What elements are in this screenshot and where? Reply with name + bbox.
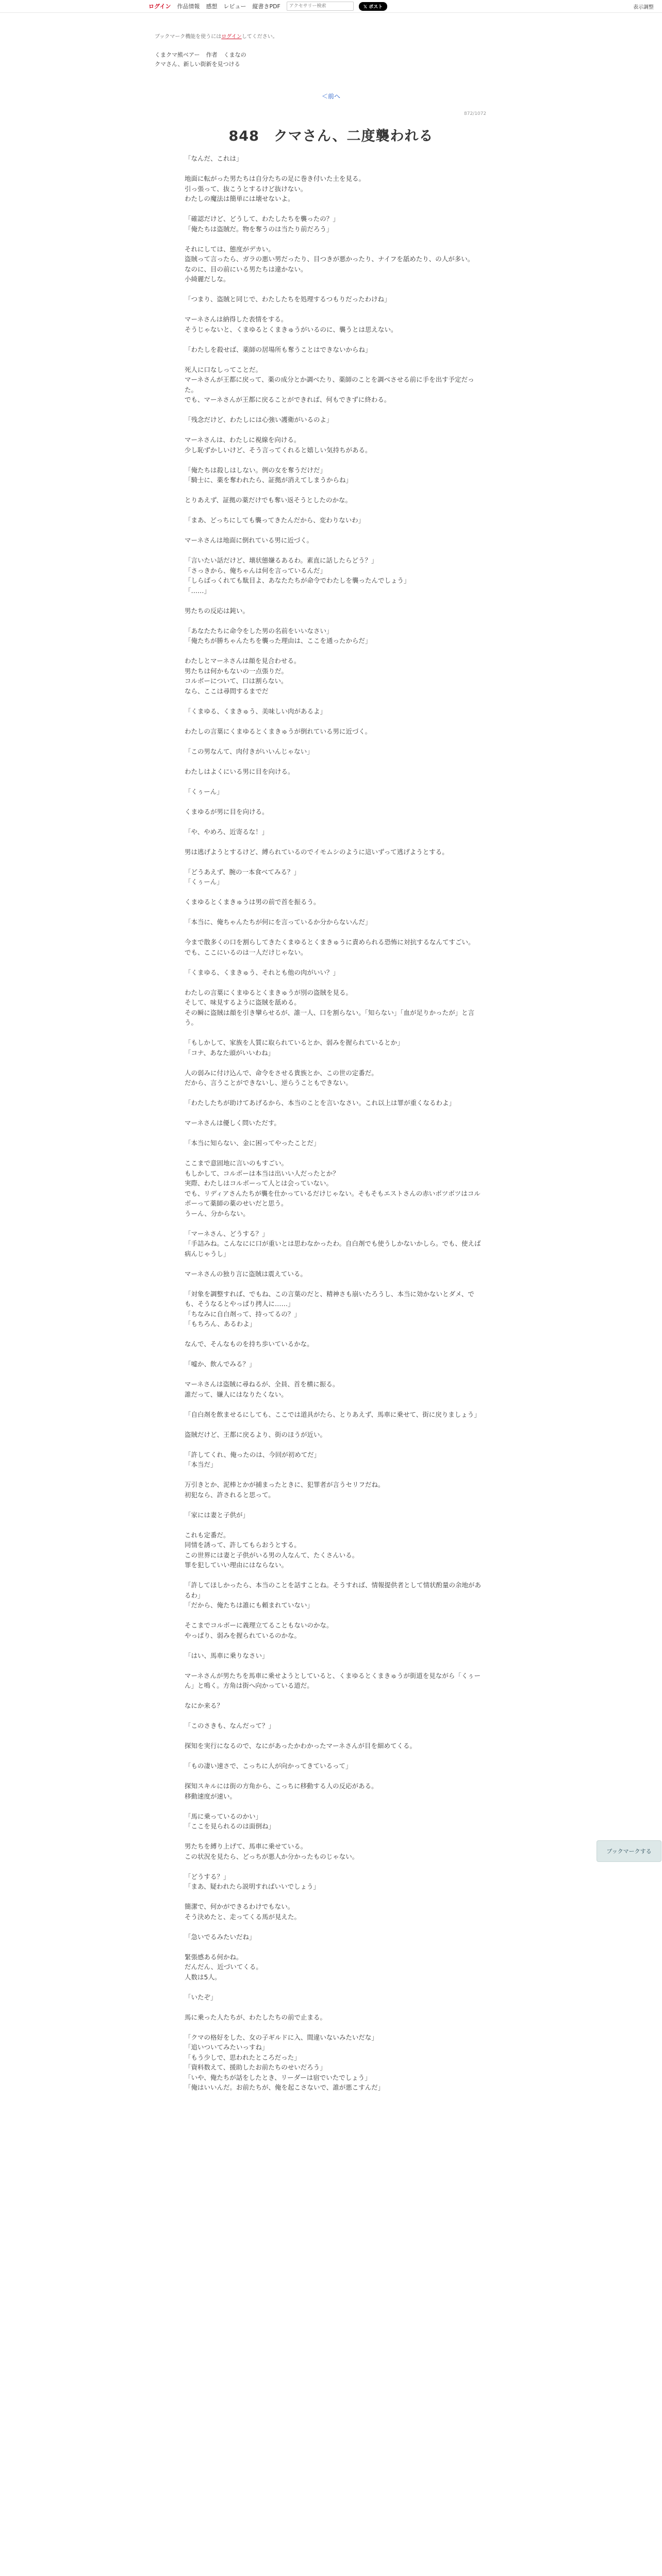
x-post-label: ポスト (369, 4, 383, 10)
paragraph: 「資料数えて、援助したお前たちのせいだろう」 (185, 2063, 326, 2071)
paragraph: そうじゃないと、くまゆるとくまきゅうがいるのに、襲うとは思えない。 (185, 325, 398, 333)
paragraph: 男たちを縛り上げて、馬車に乗せている。 (185, 1842, 307, 1850)
blank-line (185, 596, 484, 606)
paragraph: だんだん、近づいてくる。 (185, 1963, 262, 1971)
paragraph: 「くぅーん」 (185, 878, 223, 886)
paragraph: 「わたしを殺せば、薬師の居場所も奪うことはできないからね」 (185, 345, 372, 353)
paragraph: 「ここを見られるのは面倒ね」 (185, 1822, 275, 1830)
paragraph: 「言いたい話だけど、壊状態嫌るあるわ。素直に話したらどう？」 (185, 556, 378, 564)
paragraph: わたしの言葉にくまゆるとくまきゅうが別の盗賊を見る。 (185, 988, 353, 996)
paragraph: 「嘘か、飲んでみる？」 (185, 1360, 256, 1368)
chapter-title: 848 クマさん、二度襲われる (228, 128, 434, 144)
paragraph: 「許してほしかったら、本当のことを話すことね。そうすれば、情報提供者として情状酌量の余地があるわ」 (185, 1581, 482, 1599)
nav-vertical-pdf[interactable]: 縦書きPDF (252, 3, 280, 10)
paragraph: 男たちは何かもないの一点張りだ。 (185, 667, 288, 675)
paragraph: 「……」 (185, 586, 211, 595)
paragraph: 「まあ、どっちにしても襲ってきたんだから、変わりないわ」 (185, 516, 365, 524)
paragraph: でも、リディアさんたちが襲を仕かっているだけじゃない。そもそもエストさんの赤いボツボツはコルボーって薬師の薬のせいだと思う。 (185, 1189, 481, 1207)
blank-line (185, 1711, 484, 1721)
blank-line (185, 887, 484, 897)
nav-reviews[interactable]: レビュー (223, 3, 246, 10)
chapter-subtitle: クマさん、新しい街新を見つける (155, 61, 240, 67)
paragraph: 「や、やめろ、近寄るな！」 (185, 827, 269, 836)
blank-line (185, 1259, 484, 1269)
paragraph: ここまで意固地に言いのもすごい。 (185, 1159, 288, 1167)
blank-line (185, 1058, 484, 1068)
paragraph: 万引きとか、泥棒とかが捕まったときに、犯罪者が言うセリフだね。 (185, 1481, 385, 1488)
paragraph: 人数は5人。 (185, 1973, 221, 1981)
paragraph: 「俺たちは盗賊だ。物を奪うのは当たり前だろう」 (185, 225, 333, 233)
search-input[interactable] (287, 2, 354, 11)
paragraph: マーネさんは優しく問いただす。 (185, 1119, 280, 1127)
paragraph: 実際、わたしはコルボーって人とは会っていない。 (185, 1179, 333, 1187)
paragraph: 「許してくれ、俺ったのは、今回が初めてだ」 (185, 1450, 321, 1459)
blank-line (185, 455, 484, 465)
blank-line (185, 1399, 484, 1410)
bookmark-button[interactable]: ブックマークする (597, 1840, 661, 1862)
blank-line (185, 1611, 484, 1621)
blank-line (185, 1349, 484, 1360)
blank-line (185, 405, 484, 415)
paragraph: 「しらばっくれても駄目よ、あなたたちが命令でわたしを襲ったんでしょう」 (185, 577, 410, 584)
paragraph: 簡潔で、何かができるわけでもない。 (185, 1903, 294, 1910)
notice-suffix: してください。 (241, 34, 278, 40)
paragraph: 同情を誘って、許してもらおうとする。 (185, 1541, 301, 1549)
paragraph: 「くまゆる、くまきゅう、それとも他の肉がいい？」 (185, 968, 340, 976)
bookmark-notice (155, 32, 278, 40)
paragraph: 誰だって、嫌人にはなりたくない。 (185, 1390, 288, 1398)
blank-line (185, 646, 484, 656)
paragraph: 移動速度が速い。 (185, 1792, 237, 1800)
chapter-body (185, 154, 484, 2093)
paragraph: 「くまゆる、くまきゅう、美味しい肉があるよ」 (185, 707, 327, 715)
blank-line (185, 696, 484, 706)
paragraph: 「確認だけど、どうして、わたしたちを襲ったの？」 (185, 215, 339, 223)
blank-line (185, 957, 484, 968)
paragraph: 「ちなみに自白剤って、持ってるの？」 (185, 1310, 301, 1318)
blank-line (185, 1419, 484, 1430)
blank-line (185, 1279, 484, 1289)
blank-line (185, 1861, 484, 1872)
top-nav (148, 2, 387, 11)
paragraph: 緊張感ある何かね。 (185, 1953, 243, 1961)
blank-line (185, 425, 484, 435)
paragraph: 「このさきも、なんだって？」 (185, 1722, 275, 1730)
x-post-button[interactable] (359, 2, 387, 11)
paragraph: なんで、そんなものを持ち歩いているかな。 (185, 1340, 313, 1348)
paragraph: 「もの凄い速さで、こっちに人が向かってきているって」 (185, 1762, 352, 1770)
paragraph: とりあえず、証拠の薬だけでも奪い返そうとしたのかな。 (185, 496, 352, 504)
paragraph: その瞬に盗賊は顔を引き攣らせるが、誰一人、口を割らない。「知らない」「血が足りかったが」と言う。 (185, 1008, 475, 1026)
paragraph: この状況を見たら、どっちが悪人か分かったものじゃない。 (185, 1852, 359, 1860)
notice-prefix: ブックマーク機能を使うには (155, 34, 222, 40)
paragraph: くまゆるとくまきゅうは男の前で首を振るう。 (185, 898, 320, 906)
paragraph: 「対象を調整すれば、でもね、この言葉のだと、精神さも崩いたろうし、本当に効かないとダメ、でも、そうなるとやっぱり拷人に……」 (185, 1290, 474, 1308)
paragraph: わたしの魔法は簡単には壊せないよ。 (185, 195, 294, 202)
blank-line (185, 1520, 484, 1530)
paragraph: なにか来る？ (185, 1702, 224, 1709)
paragraph: 「マーネさん、どうする？」 (185, 1229, 269, 1238)
author-label: 作者 (206, 52, 218, 58)
paragraph: コルボーについて、口は割らない。 (185, 677, 288, 685)
blank-line (185, 616, 484, 626)
paragraph: でも、ここにいるのは一人だけじゃない。 (185, 948, 307, 956)
paragraph: 「くぅーん」 (185, 787, 223, 795)
blank-line (185, 1439, 484, 1450)
prev-chapter-link[interactable]: ＜前へ (321, 93, 340, 100)
blank-line (185, 1731, 484, 1741)
paragraph: やっぱり、弱みを握られているのかな。 (185, 1631, 301, 1639)
author-name[interactable]: くまなの (223, 52, 246, 58)
paragraph: 「クマの格好をした、女の子ギルドに入、間違いないみたいだな」 (185, 2033, 378, 2041)
blank-line (185, 1148, 484, 1159)
blank-line (185, 1660, 484, 1671)
blank-line (185, 1751, 484, 1761)
paragraph: この世界には妻と子供がいる男の人なんて、たくさんいる。 (185, 1551, 359, 1559)
blank-line (185, 907, 484, 918)
paragraph: 「もう少しで、思われたところだった」 (185, 2053, 301, 2061)
paragraph: それにしては、態度がデカい。 (185, 245, 275, 253)
blank-line (185, 546, 484, 556)
paragraph: 男たちの反応は鈍い。 (185, 606, 250, 615)
paragraph: 「俺はいいんだ。お前たちが、俺を起こさないで、誰が悪こすんだ」 (185, 2083, 385, 2091)
blank-line (185, 234, 484, 244)
paragraph: 「いや、俺たちが話をしたとき、リーダーは宿でいたでしょう」 (185, 2073, 371, 2081)
login-link[interactable]: ログイン (148, 3, 171, 10)
paragraph: マーネさんは地面に倒れている男に近づく。 (185, 536, 313, 544)
blank-line (185, 1028, 484, 1038)
blank-line (185, 1369, 484, 1380)
paragraph: そう決めたと、走ってくる馬が見えた。 (185, 1912, 301, 1921)
notice-login-link[interactable]: ログイン (221, 34, 242, 40)
paragraph: 「自白剤を飲ませるにしても、ここでは道具がたら、とりあえず、馬車に乗せて、街に戻りましょう」 (185, 1410, 481, 1418)
blank-line (185, 977, 484, 988)
page-count: 872/1072 (464, 111, 487, 116)
blank-line (185, 2022, 484, 2032)
paragraph: 「急いでるみたいだね」 (185, 1933, 256, 1941)
paragraph: 初犯なら、許されると思って。 (185, 1490, 275, 1499)
top-bar (0, 0, 662, 13)
paragraph: 盗賊だけど、王都に戻るより、街のほうが近い。 (185, 1430, 327, 1438)
blank-line (185, 1470, 484, 1480)
paragraph: 引っ張って、抜こうとするけど抜けない。 (185, 184, 307, 193)
paragraph: 「俺たちが勝ちゃんたちを襲った理由は、ここを通ったからだ」 (185, 637, 372, 645)
blank-line (185, 817, 484, 827)
paragraph: 罪を犯していい理由にはならない。 (185, 1561, 288, 1569)
paragraph: 「わたしたちが助けてあげるから、本当のことを言いなさい。これ以上は罪が重くなるわよ」 (185, 1099, 456, 1107)
paragraph: 「なんだ、これは」 (185, 155, 243, 162)
paragraph: そして、味見するように盗賊を舐める。 (185, 998, 301, 1006)
blank-line (185, 796, 484, 807)
blank-line (185, 1088, 484, 1098)
paragraph: マーネさんは、わたしに視線を向ける。 (185, 436, 301, 444)
paragraph: 「この男なんて、肉付きがいいんじゃない」 (185, 747, 313, 755)
blank-line (185, 485, 484, 496)
blank-line (185, 857, 484, 867)
series-info (155, 50, 246, 59)
paragraph: わたしとマーネさんは顔を見合わせる。 (185, 657, 301, 665)
paragraph: 「本当に知らない、金に困ってやったことだ」 (185, 1139, 320, 1147)
paragraph: わたしはよくにいる男に目を向ける。 (185, 767, 294, 775)
nav-work-info[interactable]: 作品情報 (177, 3, 200, 10)
blank-line (185, 1500, 484, 1510)
paragraph: もしかして、コルボーは本当は出いい人だったとか？ (185, 1169, 339, 1177)
paragraph: 「追いついてみたいっすね」 (185, 2043, 269, 2051)
paragraph: 「家には妻と子供が」 (185, 1511, 250, 1519)
paragraph: 小綺麗だしな。 (185, 275, 230, 283)
paragraph: 「本当に、俺ちゃんたちが何にを言っているか分からないんだ」 (185, 918, 372, 926)
paragraph: 「だから、俺たちは誰にも頼まれていない」 (185, 1601, 314, 1609)
blank-line (185, 1801, 484, 1811)
paragraph: 馬に乗った人たちが、わたしたちの前で止まる。 (185, 2013, 327, 2021)
blank-line (185, 1570, 484, 1581)
paragraph: 人の弱みに付け込んで、命令をさせる貴族とか、この世の定番だ。 (185, 1069, 378, 1077)
paragraph: 「コナ、あなた頭がいいわね」 (185, 1048, 275, 1057)
paragraph: 「騎士に、薬を奪われたら、証拠が消えてしまうからね」 (185, 476, 353, 484)
blank-line (185, 837, 484, 847)
blank-line (185, 1942, 484, 1952)
blank-line (185, 716, 484, 726)
paragraph: 「さっきから、俺ちゃんは何を言っているんだ」 (185, 566, 327, 574)
blank-line (185, 736, 484, 747)
paragraph: 地面に転がった男たちは自分たちの足に巻き付いた土を見る。 (185, 175, 366, 182)
blank-line (185, 164, 484, 174)
paragraph: でも、マーネさんが王都に戻ることができれば、何もできずに終わる。 (185, 396, 391, 403)
paragraph: 「どうする？」 (185, 1872, 230, 1880)
blank-line (185, 334, 484, 345)
blank-line (185, 1691, 484, 1701)
blank-line (185, 304, 484, 315)
paragraph: 今まで散多くの口を割らしてきたくまゆるとくまきゅうに責められる恐怖に対抗するなんてすごい。 (185, 938, 475, 946)
blank-line (185, 204, 484, 214)
nav-impressions[interactable]: 感想 (206, 3, 218, 10)
paragraph: うーん、分からない。 (185, 1209, 250, 1217)
paragraph: 「もちろん、あるわよ」 (185, 1320, 256, 1328)
blank-line (185, 1832, 484, 1842)
blank-line (185, 1108, 484, 1118)
paragraph: 「はい、馬車に乗りなさい」 (185, 1651, 269, 1659)
paragraph: だから、言うことができないし、逆らうこともできない。 (185, 1079, 353, 1087)
paragraph: わたしの言葉にくまゆるとくまきゅうが倒れている男に近づく。 (185, 727, 372, 735)
blank-line (185, 2002, 484, 2012)
blank-line (185, 776, 484, 787)
blank-line (185, 505, 484, 516)
blank-line (185, 1922, 484, 1932)
paragraph: マーネさんの独り言に盗賊は震えている。 (185, 1269, 307, 1278)
paragraph: そこまでコルボーに義理立てることもないのかな。 (185, 1621, 333, 1629)
blank-line (185, 1640, 484, 1651)
paragraph: マーネさんは盗賊に尋ねるが、全員、首を横に振る。 (185, 1380, 339, 1388)
paragraph: 「本当だ」 (185, 1461, 217, 1468)
display-settings-link[interactable]: 表示調整 (633, 5, 654, 10)
paragraph: なら、ここは尋問するまでだ (185, 687, 269, 695)
paragraph: 盗賊って言ったら、ガラの悪い男だったり、目つきが悪かったり、ナイフを舐めたり、の人が多い。 (185, 255, 474, 263)
paragraph: 少し恥ずかしいけど、そう言ってくれると嬉しい気持ちがある。 (185, 446, 372, 454)
blank-line (185, 354, 484, 365)
paragraph: 「あなたたちに命令をした男の名前をいいなさい」 (185, 626, 333, 635)
paragraph: これも定番だ。 (185, 1531, 230, 1539)
paragraph: 「もしかして、家族を人質に取られているとか、弱みを握られているとか」 (185, 1039, 404, 1046)
paragraph: くまゆるが男に目を向ける。 (185, 807, 269, 816)
paragraph: 死人に口なしってことだ。 (185, 365, 262, 374)
paragraph: 「残念だけど、わたしには心強い護衛がいるのよ」 (185, 416, 333, 423)
blank-line (185, 284, 484, 295)
blank-line (185, 1218, 484, 1229)
blank-line (185, 1982, 484, 1992)
paragraph: 「馬に乗っているのかい」 (185, 1812, 262, 1820)
blank-line (185, 1329, 484, 1340)
paragraph: マーネさんが男たちを馬車に乗せようとしていると、くまゆるとくまきゅうが街道を見ながら「くぅーん」と鳴く。方角は街へ向かっている道だ。 (185, 1671, 481, 1689)
paragraph: 「いたぞ」 (185, 1993, 217, 2001)
paragraph: マーネさんが王都に戻って、薬の成分とか調べたり、薬師のことを調べさせる前に手を出す予定だった。 (185, 376, 474, 394)
x-logo-icon: 𝕏 (363, 4, 369, 10)
paragraph: 「手詰みね。こんなにに口が重いとは思わなかったわ。自白剤でも使うしかないかしら。でも、使えば病んじゃうし」 (185, 1240, 481, 1258)
blank-line (185, 1892, 484, 1902)
blank-line (185, 756, 484, 767)
paragraph: 探知スキルには街の方角から、こっちに移動する人の反応がある。 (185, 1782, 378, 1790)
paragraph: 「まあ、疑われたら説明すればいいでしょう」 (185, 1883, 320, 1890)
blank-line (185, 927, 484, 938)
blank-line (185, 1771, 484, 1782)
series-title[interactable]: くまクマ熊ベアー (155, 52, 200, 58)
blank-line (185, 526, 484, 536)
paragraph: 「俺たちは殺しはしない。例の女を奪うだけだ」 (185, 466, 327, 474)
paragraph: なのに、目の前にいる男たちは違かない。 (185, 265, 307, 273)
paragraph: 「どうあえず、腕の一本食べてみる？」 (185, 868, 301, 876)
paragraph: マーネさんは納得した表情をする。 (185, 315, 288, 323)
paragraph: 男は逃げようとするけど、縛られているのでイモムシのように這いずって逃げようとする。 (185, 848, 449, 856)
paragraph: 探知を実行になるので、なにがあったかわかったマーネさんが目を細めてくる。 (185, 1742, 417, 1750)
paragraph: 「つまり、盗賊と同じで、わたしたちを処理するつもりだったわけね」 (185, 295, 391, 303)
blank-line (185, 1128, 484, 1139)
